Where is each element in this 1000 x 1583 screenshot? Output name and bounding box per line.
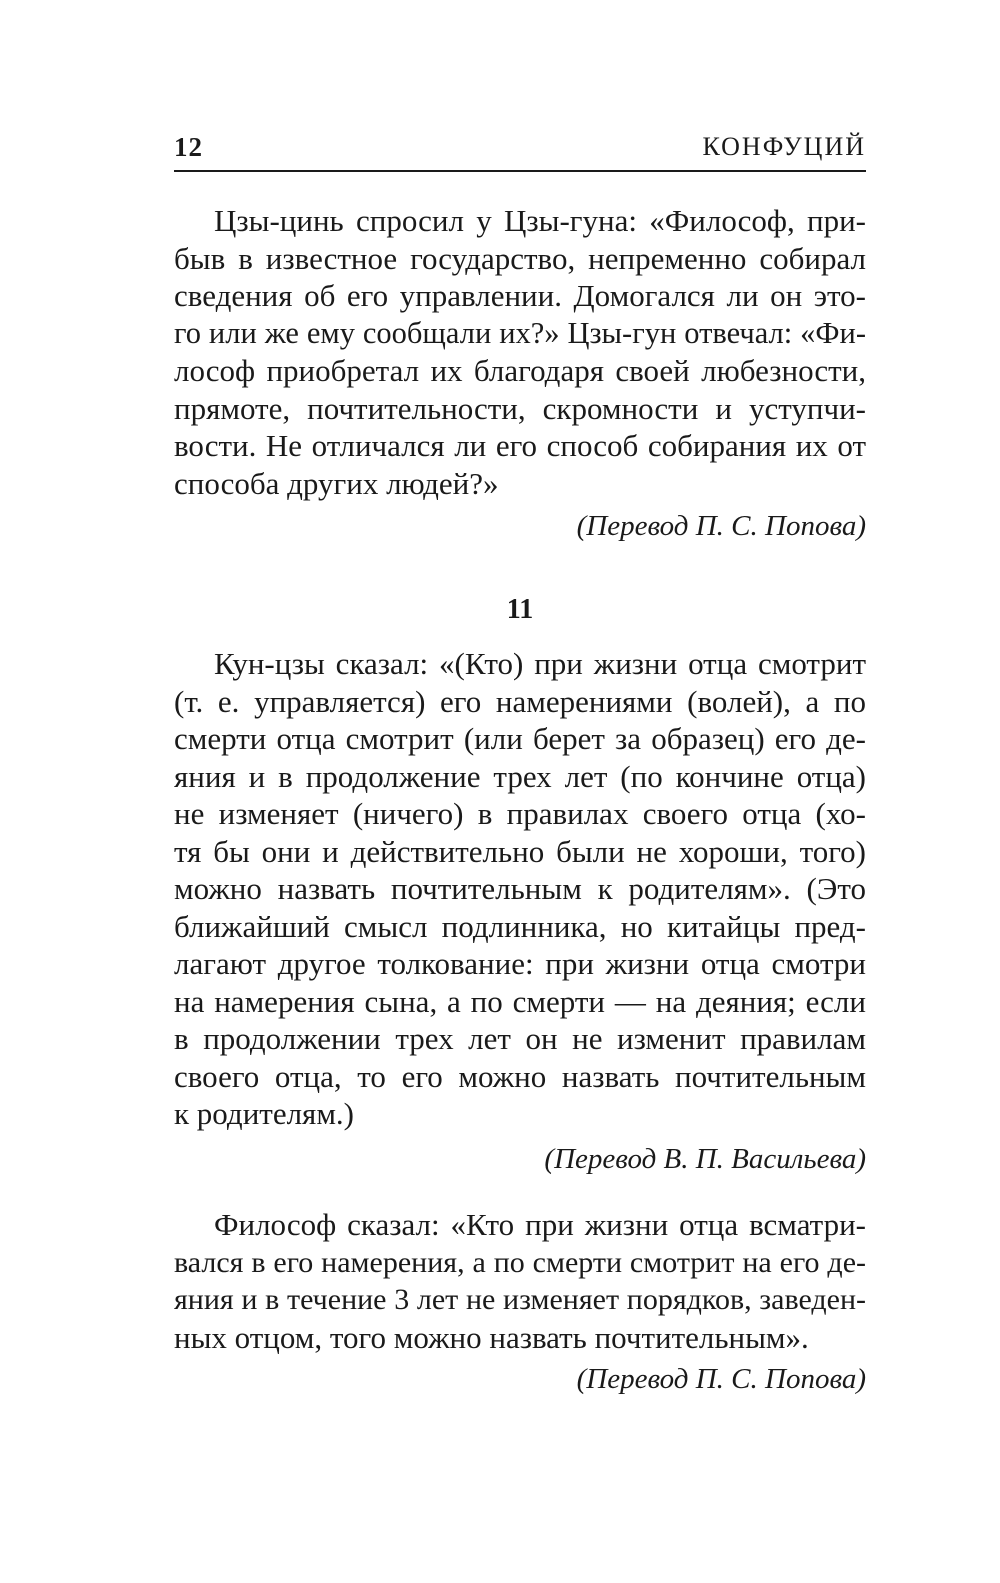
paragraph-line: смерти отца смотрит (или берет за образец) его де- <box>174 721 866 756</box>
translation-attribution: (Перевод В. П. Васильева) <box>544 1143 866 1175</box>
paragraph-line: (т. е. управляется) его намерениями (волей), а по <box>174 683 866 719</box>
paragraph-line: тя бы они и действительно были не хороши, того) <box>174 833 866 869</box>
paragraph-line: можно назвать почтительным к родителям». (Это <box>174 871 866 906</box>
running-title: КОНФУЦИЙ <box>702 132 866 161</box>
paragraph-line: вался в его намерения, а по смерти смотрит на его де- <box>174 1245 866 1279</box>
paragraph-line: своего отца, то его можно назвать почтительным <box>174 1058 866 1094</box>
paragraph-line: лософ приобретал их благодаря своей любезности, <box>174 353 866 388</box>
paragraph-line: не изменяет (ничего) в правилах своего отца (хо- <box>174 796 866 831</box>
paragraph-line: на намерения сына, а по смерти — на деяния; если <box>174 983 866 1019</box>
paragraph-line: Кун-цзы сказал: «(Кто) при жизни отца смотрит <box>214 646 866 681</box>
translation-attribution: (Перевод П. С. Попова) <box>576 1363 866 1395</box>
paragraph-line: ближайший смысл подлинника, но китайцы пред- <box>174 908 866 944</box>
paragraph-line: го или же ему сообщали их?» Цзы-гун отвечал: «Фи- <box>174 315 866 350</box>
section-number: 11 <box>506 594 534 625</box>
paragraph-line: лагают другое толкование: при жизни отца смотри <box>174 946 866 981</box>
paragraph-line: сведения об его управлении. Домогался ли он это- <box>174 278 866 313</box>
paragraph-line: ных отцом, того можно назвать почтительным». <box>174 1319 809 1355</box>
paragraph-line: быв в известное государство, непременно собирал <box>174 240 866 276</box>
page-number: 12 <box>174 132 203 162</box>
paragraph-3 <box>174 1206 866 1356</box>
translation-attribution: (Перевод П. С. Попова) <box>576 510 866 542</box>
paragraph-line: Философ сказал: «Кто при жизни отца всматри- <box>214 1207 866 1242</box>
paragraph-line: Цзы-цинь спросил у Цзы-гуна: «Философ, при- <box>214 203 866 238</box>
paragraph-1 <box>174 202 866 502</box>
paragraph-line: в продолжении трех лет он не изменит правилам <box>174 1021 866 1056</box>
paragraph-line: к родителям.) <box>174 1096 355 1131</box>
paragraph-line: яния и в течение 3 лет не изменяет порядков, заведен- <box>174 1283 866 1316</box>
paragraph-line: яния и в продолжение трех лет (по кончине отца) <box>174 758 866 794</box>
paragraph-line: вости. Не отличался ли его способ собирания их от <box>174 428 866 463</box>
paragraph-line: прямоте, почтительности, скромности и уступчи- <box>174 390 866 426</box>
paragraph-line: способа других людей?» <box>174 465 499 501</box>
paragraph-2 <box>174 645 866 1133</box>
running-head <box>174 130 866 172</box>
